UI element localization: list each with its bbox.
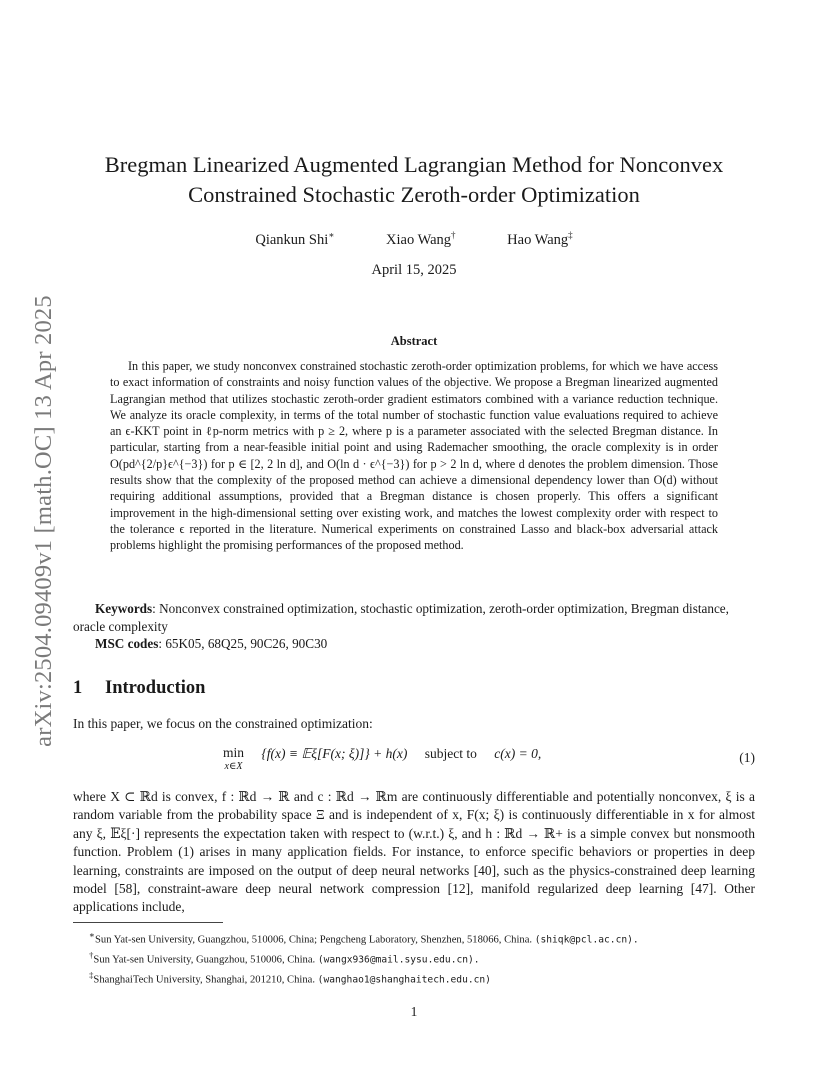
author-2-name: Xiao Wang	[386, 231, 452, 248]
paper-title	[60, 150, 768, 210]
footnote-3	[73, 968, 773, 988]
footnote-2-email: (wangx936@mail.sysu.edu.cn).	[317, 954, 480, 966]
footnote-2	[73, 948, 773, 968]
author-1	[255, 230, 334, 249]
subject-to-text: subject to	[424, 746, 477, 761]
title-line-2: Constrained Stochastic Zeroth-order Optimization	[188, 182, 640, 207]
author-2-mark: †	[451, 230, 456, 240]
page-number: 1	[410, 1004, 418, 1019]
author-1-mark: ∗	[328, 230, 335, 240]
arxiv-stamp-text: arXiv:2504.09409v1 [math.OC] 13 Apr 2025	[30, 295, 57, 747]
equation-number: (1)	[739, 750, 755, 765]
msc-label: MSC codes	[95, 636, 159, 651]
footnote-2-text: Sun Yat-sen University, Guangzhou, 510006, China.	[93, 954, 318, 966]
equation-1	[73, 746, 755, 780]
footnotes	[73, 928, 773, 987]
footnote-1-text: Sun Yat-sen University, Guangzhou, 510006, China; Pengcheng Laboratory, Shenzhen, 518066, China.	[95, 934, 535, 946]
msc-text: : 65K05, 68Q25, 90C26, 90C30	[158, 636, 328, 651]
abstract-body: In this paper, we study nonconvex constrained stochastic zeroth-order optimization problems, for which we have access to exact information of constraints and noisy function values of the objective. We propose a Bregman linearized augmented Lagrangian method that utilizes stochastic zeroth-order gradient estimators combined with a variance reduction technique. We analyze its oracle complexity, in terms of the total number of stochastic function value evaluations required to achieve an ϵ-KKT point in ℓp-norm metrics with p ≥ 2, where p is a parameter associated with the selected Bregman distance. In particular, starting from a near-feasible initial point and using Rademacher smoothing, the oracle complexity is in order O(pd^{2/p}ϵ^{−3}) for p ∈ [2, 2 ln d], and O(ln d · ϵ^{−3}) for p > 2 ln d, where d denotes the problem dimension. Those results show that the complexity of the proposed method can achieve a dimensional dependency lower than O(d) without requiring additional assumptions, provided that a Bregman distance is chosen properly. This offers a significant improvement in the high-dimensional setting over existing work, and matches the lowest complexity order with respect to the tolerance ϵ reported in the literature. Numerical experiments on constrained Lasso and black-box adversarial attack problems highlight the promising performances of the proposed method.	[110, 359, 718, 553]
footnote-1-email: (shiqk@pcl.ac.cn).	[534, 934, 639, 946]
abstract-heading: Abstract	[390, 334, 438, 348]
footnote-3-mark: ‡	[89, 969, 94, 980]
min-operator	[223, 746, 244, 774]
equation-body	[223, 746, 541, 774]
min-subscript: x∈X	[224, 761, 243, 772]
author-3	[507, 230, 572, 249]
footnote-3-email: (wanghao1@shanghaitech.edu.cn)	[317, 974, 491, 986]
footnote-3-text: ShanghaiTech University, Shanghai, 201210, China.	[93, 974, 318, 986]
keywords	[73, 600, 755, 636]
msc-codes	[95, 636, 327, 652]
keywords-label: Keywords	[95, 601, 153, 616]
min-text: min	[223, 745, 245, 760]
section-heading	[73, 678, 205, 699]
intro-paragraph: where X ⊂ ℝd is convex, f : ℝd → ℝ and c : ℝd → ℝm are continuously differentiable and potentially nonconvex, ξ is a random variable from the probability space Ξ and is independent of x, F(x; ξ) is continuously differentiable in x for almost any ξ, 𝔼ξ[·] represents the expectation taken with respect to (w.r.t.) ξ, and h : ℝd → ℝ+ is a simple convex but nonsmooth function. Problem (1) arises in many application fields. For instance, to enforce specific behaviors or properties in deep learning, constraints are imposed on the output of deep neural networks [40], such as the physics-constrained deep learning model [58], constraint-aware deep neural network compression [12], manifold regularized deep learning [47]. Other applications include,	[73, 789, 755, 915]
author-3-mark: ‡	[568, 230, 573, 240]
equation-objective: {f(x) ≡ 𝔼ξ[F(x; ξ)]} + h(x)	[261, 746, 408, 761]
intro-sentence: In this paper, we focus on the constrained optimization:	[73, 716, 373, 731]
footnote-2-mark: †	[89, 949, 94, 960]
footnote-rule	[73, 922, 223, 923]
title-line-1: Bregman Linearized Augmented Lagrangian Method for Nonconvex	[104, 152, 724, 177]
author-2	[386, 230, 456, 249]
section-number: 1	[73, 678, 83, 698]
author-1-name: Qiankun Shi	[255, 231, 329, 248]
equation-constraint: c(x) = 0,	[494, 746, 542, 761]
author-list	[60, 230, 768, 249]
footnote-1-mark: ∗	[89, 930, 96, 940]
footnote-1	[73, 928, 773, 948]
publication-date: April 15, 2025	[371, 262, 457, 278]
keywords-text: : Nonconvex constrained optimization, stochastic optimization, zeroth-order optimization, Bregman distance, oracle complexity	[73, 601, 729, 634]
section-title: Introduction	[105, 678, 206, 698]
author-3-name: Hao Wang	[507, 231, 569, 248]
